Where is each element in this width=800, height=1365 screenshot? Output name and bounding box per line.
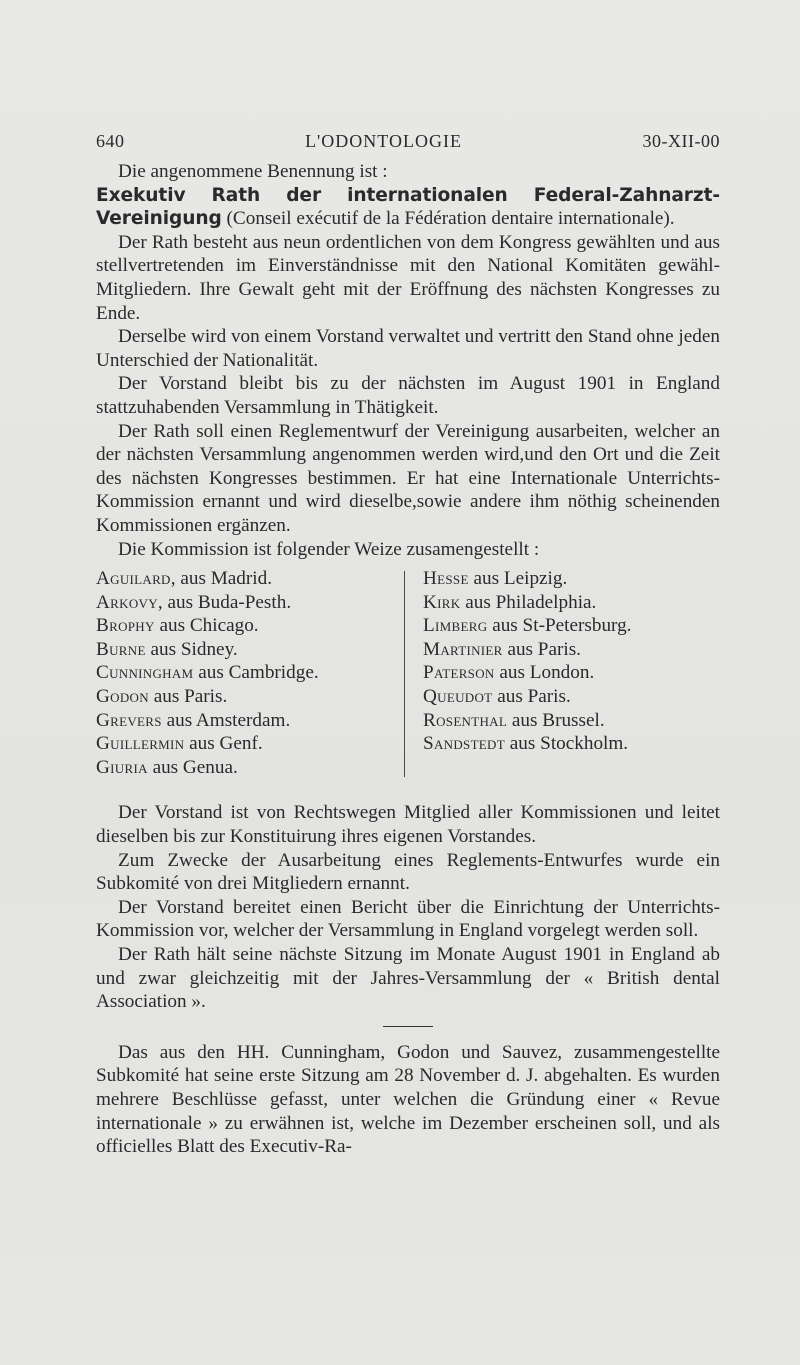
commission-member [423,614,720,638]
commission-member [96,638,404,662]
commission-left-column [96,567,404,779]
commission-member [96,709,404,733]
member-surname: Queudot [423,686,493,708]
member-surname: Sandstedt [423,733,505,755]
journal-title: L'ODONTOLOGIE [305,131,462,151]
member-surname: Limberg [423,615,488,637]
member-place: aus Philadelphia. [460,591,597,613]
paragraph-before-1: Der Rath besteht aus neun ordentlichen von dem Kongress gewählten und aus stellvertretenden im Einverständnisse mit den National Komitäten gewähl-Mitgliedern. Ihre Gewalt geht mit der Eröffnung des nächsten Kongresses zu Ende. [96,231,720,324]
commission-member [96,756,404,780]
member-place: aus Sidney. [145,638,238,660]
member-surname: Godon [96,686,149,708]
paragraph-after-1: Der Vorstand ist von Rechtswegen Mitglied aller Kommissionen und leitet dieselben bis zur Konstituirung ihres eigenen Vorstandes. [96,802,720,848]
commission-members [96,567,720,779]
member-surname: Kirk [423,591,461,613]
commission-member [423,732,720,756]
member-place: aus Leipzig. [468,568,568,590]
member-place: aus Genf. [184,733,263,755]
member-place: aus Stockholm. [504,733,629,755]
member-place: aus Paris. [502,638,581,660]
member-surname: Burne [96,638,146,660]
member-place: aus Cambridge. [193,662,319,684]
member-place: aus Chicago. [154,615,259,637]
intro-paragraph: Die angenommene Benennung ist : [118,161,388,182]
commission-member [423,709,720,733]
paragraph-before-4: Der Rath soll einen Reglementwurf der Vereinigung ausarbeiten, welcher an der nächsten Versammlung angenommen werden wird,und den Ort und die Zeit des nächsten Kongresses bestimmen. Er hat eine Internationale Unterrichts-Kommission ernannt und wird dieselbe,sowie andere ihm nöthig scheinenden Kommissionen ergänzen. [96,420,720,536]
commission-member [96,614,404,638]
member-surname: Giuria [96,756,148,778]
paragraph-after-2: Zum Zwecke der Ausarbeitung eines Reglements-Entwurfes wurde ein Subkomité von drei Mitgliedern ernannt. [96,849,720,895]
member-surname: Grevers [96,709,162,731]
paragraph-before-3: Der Vorstand bleibt bis zu der nächsten im August 1901 in England stattzuhabenden Versammlung in Thätigkeit. [96,373,720,418]
paragraph-after-3: Der Vorstand bereitet einen Bericht über die Einrichtung der Unterrichts-Kommission vor, welcher der Versammlung in England vorgelegt werden soll. [96,896,720,942]
member-place: aus Paris. [492,686,571,708]
member-place: , aus Buda-Pesth. [157,591,292,613]
page-number: 640 [96,131,125,151]
commission-member [96,591,404,615]
member-place: aus London. [494,662,595,684]
member-place: aus Paris. [148,686,228,708]
commission-member [96,685,404,709]
member-surname: Aguilard [96,568,171,590]
paragraph-before-2: Derselbe wird von einem Vorstand verwaltet und vertritt den Stand ohne jeden Unterschied der Nationalität. [96,326,720,371]
member-surname: Guillermin [96,733,185,755]
paragraph-before-5: Die Kommission ist folgender Weize zusamengestellt : [118,538,540,560]
commission-member [423,661,720,685]
running-head [96,124,720,158]
member-place: aus Amsterdam. [161,709,291,731]
member-surname: Paterson [423,662,495,684]
member-place: aus Genua. [147,756,238,778]
name-paragraph [96,184,720,231]
commission-member [423,685,720,709]
member-surname: Rosenthal [423,709,508,731]
final-paragraph: Das aus den HH. Cunningham, Godon und Sauvez, zusammengestellte Subkomité hat seine erste Sitzung am 28 November d. J. abgehalten. Es wurden mehrere Beschlüsse gefasst, unter welchen die Gründung einer « Revue internationale » zu erwähnen ist, welche im Dezember erscheinen soll, und als officielles Blatt des Executiv-Ra- [96,1041,720,1158]
spacer [96,779,720,801]
commission-member [96,732,404,756]
member-surname: Cunningham [96,662,194,684]
commission-member [423,591,720,615]
section-rule [383,1026,433,1027]
issue-date: 30-XII-00 [642,131,720,151]
commission-member [423,638,720,662]
member-place: , aus Madrid. [170,568,273,590]
federation-name-french: (Conseil exécutif de la Fédération dentaire internationale). [221,208,675,230]
commission-right-column [405,567,720,779]
page-content [96,124,720,1159]
commission-member [423,567,720,591]
member-surname: Martinier [423,638,503,660]
member-surname: Brophy [96,615,155,637]
member-surname: Arkovy [96,591,158,613]
commission-member [96,567,404,591]
member-place: aus Brussel. [507,709,605,731]
federation-name-bold: Exekutiv Rath der internationalen Federal-Zahnarzt-Vereinigung [96,184,720,230]
commission-member [96,661,404,685]
member-surname: Hesse [423,568,469,590]
member-place: aus St-Petersburg. [487,615,632,637]
paragraph-after-4: Der Rath hält seine nächste Sitzung im Monate August 1901 in England ab und zwar gleichzeitig mit der Jahres-Versammlung der « British dental Association ». [96,944,720,1013]
